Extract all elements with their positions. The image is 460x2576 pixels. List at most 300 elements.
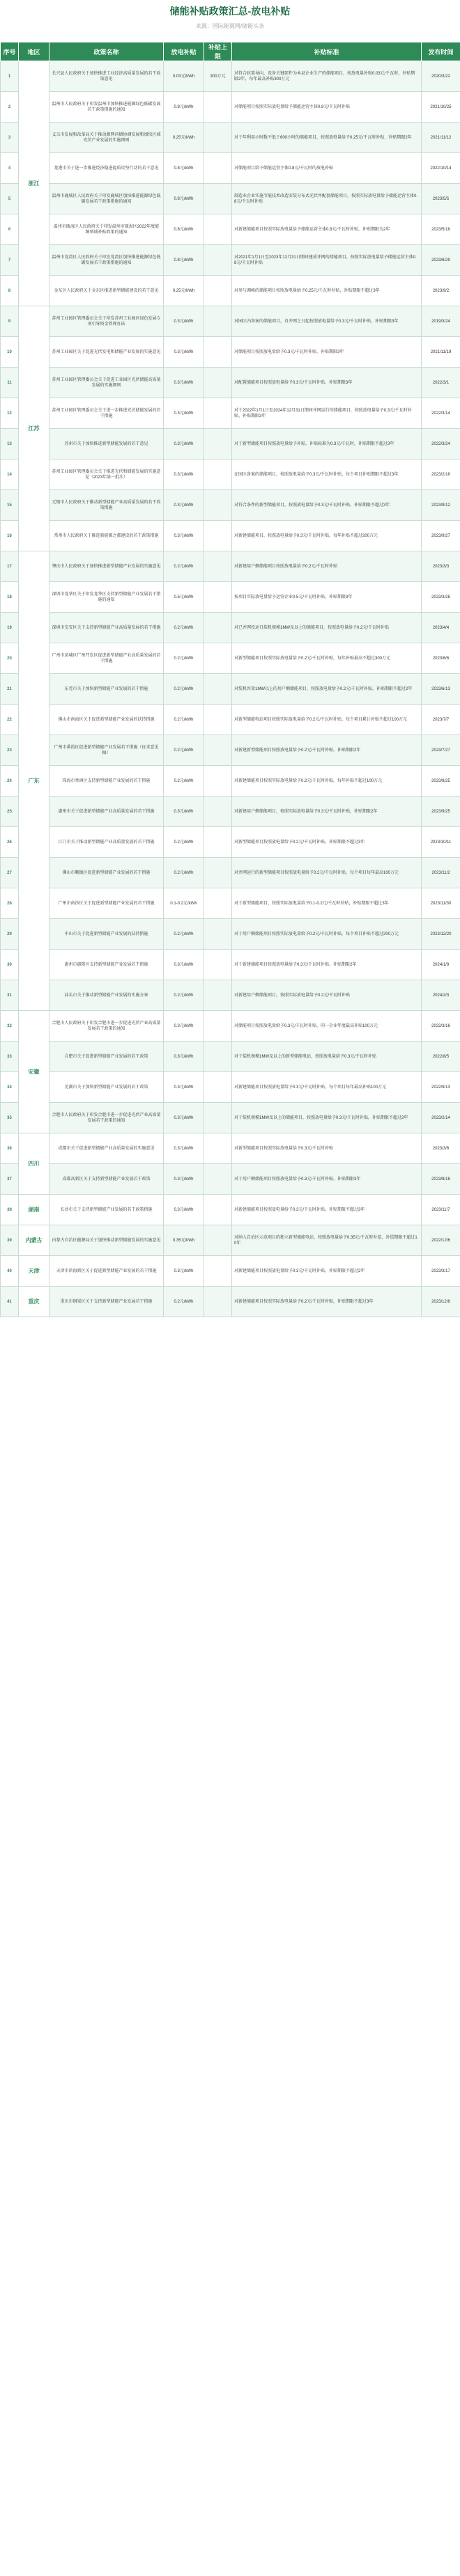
cell-cap <box>204 92 232 123</box>
cell-standard: 对新型储能项目按照实际放电量给予0.2元/千瓦时补贴，每年补贴最高不超过300万元 <box>232 643 422 674</box>
table-row <box>1 1225 460 1256</box>
cell-standard: 对新建储能项目按照放电量给予0.3元/千瓦时补贴，每个项目每年最高补贴100万元 <box>232 1072 422 1103</box>
table-row <box>1 858 460 888</box>
cell-region: 天津 <box>19 1256 49 1287</box>
cell-policy: 江门市关于推动新型储能产业高质量发展的若干措施 <box>49 827 164 858</box>
cell-cap <box>204 245 232 276</box>
cell-region: 浙江 <box>19 61 49 306</box>
cell-cap <box>204 184 232 214</box>
cell-no: 40 <box>1 1256 19 1287</box>
cell-date: 2022/8/5 <box>422 1042 460 1072</box>
cell-date: 2024/2/3 <box>422 980 460 1011</box>
cell-no: 27 <box>1 858 19 888</box>
cell-no: 10 <box>1 337 19 368</box>
cell-date: 2020/3/22 <box>422 61 460 92</box>
cell-standard: 按项目实际放电量给予运营企业0.5元/千瓦时补贴，补贴期限3年 <box>232 582 422 613</box>
cell-policy: 龙港市关于进一步推进经济稳进提质攻坚行动的若干意见 <box>49 153 164 184</box>
cell-date: 2023/2/16 <box>422 460 460 490</box>
cell-policy: 温州市鹿城区人民政府关于印发鹿城区加快推进能源绿色低碳发展若干政策措施的通知 <box>49 184 164 214</box>
cell-cap <box>204 429 232 460</box>
cell-date: 2022/3/1 <box>422 368 460 398</box>
cell-no: 9 <box>1 306 19 337</box>
cell-subsidy: 0.2元/kWh <box>164 735 204 766</box>
cell-cap <box>204 521 232 551</box>
cell-date: 2023/11/30 <box>422 888 460 919</box>
cell-date: 2023/6/29 <box>422 245 460 276</box>
cell-no: 21 <box>1 674 19 705</box>
cell-cap <box>204 858 232 888</box>
cell-cap <box>204 582 232 613</box>
cell-subsidy: 0.2元/kWh <box>164 827 204 858</box>
cell-no: 12 <box>1 398 19 429</box>
cell-subsidy: 0.2元/kWh <box>164 613 204 643</box>
cell-policy: 天津市滨海新区关于促进新型储能产业发展的若干措施 <box>49 1256 164 1287</box>
cell-standard: 对新型储能电站项目按照实际放电量给予0.2元/千瓦时补贴，每个项目累计补贴不超过100万元 <box>232 705 422 735</box>
cell-subsidy: 0.5元/kWh <box>164 582 204 613</box>
cell-no: 25 <box>1 796 19 827</box>
cell-no: 38 <box>1 1195 19 1225</box>
cell-cap <box>204 766 232 796</box>
cell-subsidy: 0.3元/kWh <box>164 490 204 521</box>
cell-subsidy: 0.3元/kWh <box>164 1042 204 1072</box>
cell-cap <box>204 950 232 980</box>
cell-cap <box>204 1072 232 1103</box>
table-row <box>1 796 460 827</box>
cell-subsidy: 0.35元/kWh <box>164 1225 204 1256</box>
cell-date: 2021/11/12 <box>422 123 460 153</box>
cell-cap <box>204 398 232 429</box>
cell-policy: 长沙市关于支持新型储能产业发展的若干政策措施 <box>49 1195 164 1225</box>
cell-standard: 对园区内备案的储能项目，自并网之日起按照放电量给予0.3元/千瓦时补贴，补贴期限3年 <box>232 306 422 337</box>
cell-no: 36 <box>1 1133 19 1164</box>
cell-date: 2024/1/8 <box>422 950 460 980</box>
table-row <box>1 1103 460 1133</box>
cell-standard: 对新建储能项目按照实际放电量给予0.2元/千瓦时补贴，补贴期限不超过3年 <box>232 1287 422 1317</box>
cell-subsidy: 0.8元/kWh <box>164 184 204 214</box>
cell-cap <box>204 551 232 582</box>
table-row <box>1 643 460 674</box>
table-row <box>1 827 460 858</box>
cell-policy: 苏州工业园区管理委员会关于推进光伏和储能发展的实施意见（2023年第一批次） <box>49 460 164 490</box>
cell-date: 2023/7/27 <box>422 735 460 766</box>
cell-date: 2023/11/2 <box>422 858 460 888</box>
cell-date: 2023/6/6 <box>422 643 460 674</box>
cell-subsidy: 0.2元/kWh <box>164 705 204 735</box>
cell-subsidy: 0.3元/kWh <box>164 368 204 398</box>
cell-date: 2023/2/14 <box>422 1103 460 1133</box>
table-row <box>1 1287 460 1317</box>
cell-cap <box>204 613 232 643</box>
cell-subsidy: 0.2元/kWh <box>164 858 204 888</box>
table-row <box>1 735 460 766</box>
header-cap: 补贴上限 <box>204 42 232 61</box>
cell-no: 29 <box>1 919 19 950</box>
cell-subsidy: 0.2元/kWh <box>164 1287 204 1317</box>
cell-no: 19 <box>1 613 19 643</box>
cell-cap <box>204 888 232 919</box>
cell-date: 2023/9/27 <box>422 521 460 551</box>
cell-standard: 对新建储能项目，按照放电量给予0.3元/千瓦时补贴，每年补贴不超过200万元 <box>232 521 422 551</box>
subsidy-table <box>0 42 460 1317</box>
cell-standard: 对于用户侧储能项目按照实际放电量给予0.2元/千瓦时补贴，每个项目补贴不超过200万元 <box>232 919 422 950</box>
cell-policy: 珠海市香洲区支持新型储能产业发展的若干措施 <box>49 766 164 796</box>
table-row <box>1 214 460 245</box>
cell-cap <box>204 368 232 398</box>
cell-no: 41 <box>1 1287 19 1317</box>
cell-policy: 合肥市人民政府关于印发合肥市进一步促进光伏产业高质量发展若干政策的通知 <box>49 1011 164 1042</box>
cell-cap <box>204 919 232 950</box>
cell-subsidy: 0.8元/kWh <box>164 153 204 184</box>
cell-date: 2023/6/13 <box>422 674 460 705</box>
cell-no: 8 <box>1 276 19 306</box>
cell-date: 2023/5/5 <box>422 184 460 214</box>
cell-date: 2023/8/18 <box>422 1164 460 1195</box>
cell-standard: 对于2022年1月1日至2024年12月31日期间并网运行的储能项目，按照放电量给予0.3元/千瓦时补贴，补贴期限3年 <box>232 398 422 429</box>
cell-date: 2023/10/11 <box>422 827 460 858</box>
cell-no: 39 <box>1 1225 19 1256</box>
header-standard: 补贴标准 <box>232 42 422 61</box>
cell-cap <box>204 735 232 766</box>
table-row <box>1 1256 460 1287</box>
cell-standard: 对并网运行的新型储能项目按照放电量给予0.2元/千瓦时补贴，每个项目每年最高100万元 <box>232 858 422 888</box>
cell-policy: 肇庆市人民政府关于加快推进新型储能产业发展的实施意见 <box>49 551 164 582</box>
cell-cap <box>204 643 232 674</box>
cell-no: 20 <box>1 643 19 674</box>
cell-cap <box>204 276 232 306</box>
cell-standard: 对储能项目给予储能运营主体0.8元/千瓦时的放电补贴 <box>232 153 422 184</box>
cell-standard: 对符合政策导向，设备关键部件为本县企业生产的储能项目，按放电量补贴0.03元/千瓦时，补贴期限2年，每年最高补贴300万元 <box>232 61 422 92</box>
cell-cap <box>204 796 232 827</box>
cell-date: 2023/3/17 <box>422 1256 460 1287</box>
cell-no: 11 <box>1 368 19 398</box>
cell-standard: 对新建储能项目按照放电量给予0.3元/千瓦时补贴，补贴期限不超过2年 <box>232 1256 422 1287</box>
cell-region: 广东 <box>19 551 49 1011</box>
table-row <box>1 950 460 980</box>
table-row <box>1 613 460 643</box>
cell-date: 2023/9/25 <box>422 796 460 827</box>
cell-policy: 苏州工业园区管理委员会关于印发苏州工业园区绿色发展专项引导资金管理办法 <box>49 306 164 337</box>
cell-standard: 对配置储能项目按照放电量给予0.3元/千瓦时补贴，补贴期限3年 <box>232 368 422 398</box>
cell-policy: 惠州市关于促进新型储能产业高质量发展的若干措施 <box>49 796 164 827</box>
cell-standard: 对已并网投运且装机规模1MW及以上的储能项目，按照放电量给予0.2元/千瓦时补贴 <box>232 613 422 643</box>
header-no: 序号 <box>1 42 19 61</box>
cell-subsidy: 0.3元/kWh <box>164 1133 204 1164</box>
cell-no: 35 <box>1 1103 19 1133</box>
cell-cap <box>204 153 232 184</box>
cell-date: 2021/11/19 <box>422 337 460 368</box>
cell-policy: 佛山市顺德区促进新型储能产业发展的若干措施 <box>49 858 164 888</box>
cell-standard: 对装机容量1MW以上的用户侧储能项目，按照放电量给予0.2元/千瓦时补贴，补贴期限不超过2年 <box>232 674 422 705</box>
table-row <box>1 919 460 950</box>
cell-policy: 合肥市关于促进新型储能产业发展的若干政策 <box>49 1042 164 1072</box>
cell-date: 2022/3/16 <box>422 1011 460 1042</box>
cell-policy: 东莞市关于加快新型储能产业发展的若干措施 <box>49 674 164 705</box>
table-header-row <box>1 42 460 61</box>
cell-cap <box>204 1256 232 1287</box>
cell-policy: 广州市南沙区关于促进新型储能产业发展的若干措施 <box>49 888 164 919</box>
cell-cap <box>204 1133 232 1164</box>
cell-cap <box>204 1103 232 1133</box>
cell-no: 23 <box>1 735 19 766</box>
cell-standard: 对于新建储能项目按照放电量给予0.3元/千瓦时补贴，补贴期限2年 <box>232 950 422 980</box>
cell-date: 2022/9/13 <box>422 1072 460 1103</box>
cell-subsidy: 0.3元/kWh <box>164 306 204 337</box>
cell-no: 32 <box>1 1011 19 1042</box>
cell-date: 2023/9/2 <box>422 276 460 306</box>
cell-cap <box>204 827 232 858</box>
cell-subsidy: 0.1-0.2元/kWh <box>164 888 204 919</box>
table-row <box>1 460 460 490</box>
cell-subsidy: 0.3元/kWh <box>164 796 204 827</box>
cell-no: 5 <box>1 184 19 214</box>
cell-subsidy: 0.3元/kWh <box>164 1011 204 1042</box>
cell-policy: 芜湖市关于加快新型储能产业发展的若干政策 <box>49 1072 164 1103</box>
cell-standard: 对纳入自治区示范项目的独立新型储能电站，按照放电量给予0.35元/千瓦时补偿，补偿期限不超过10年 <box>232 1225 422 1256</box>
cell-policy: 成都高新区关于支持新型储能产业发展若干政策 <box>49 1164 164 1195</box>
table-row <box>1 490 460 521</box>
cell-policy: 合肥市人民政府关于印发合肥市进一步促进光伏产业高质量发展若干政策的通知 <box>49 1103 164 1133</box>
cell-subsidy: 0.3元/kWh <box>164 1164 204 1195</box>
cell-no: 6 <box>1 214 19 245</box>
cell-standard: 对于用户侧储能项目按照放电量给予0.3元/千瓦时补贴，补贴期限3年 <box>232 1164 422 1195</box>
cell-region: 四川 <box>19 1133 49 1195</box>
cell-policy: 佛山市南海区关于促进新型储能产业发展的扶持措施 <box>49 705 164 735</box>
cell-date: 2023/3/28 <box>422 582 460 613</box>
cell-policy: 汕头市关于推动新型储能产业发展的实施方案 <box>49 980 164 1011</box>
cell-cap <box>204 1287 232 1317</box>
cell-date: 2023/7/7 <box>422 705 460 735</box>
cell-no: 26 <box>1 827 19 858</box>
cell-standard: 对2021年1月1日至2023年12月31日期间建成并网的储能项目，按照实际放电量给予储能运营主体0.8元/千瓦时补贴 <box>232 245 422 276</box>
table-row <box>1 1011 460 1042</box>
cell-cap <box>204 337 232 368</box>
cell-date: 2023/11/7 <box>422 1195 460 1225</box>
cell-no: 33 <box>1 1042 19 1072</box>
table-row <box>1 1133 460 1164</box>
cell-standard: 对储能项目按照放电量给予0.3元/千瓦时补贴，同一企业年度最高补贴100万元 <box>232 1011 422 1042</box>
header-region: 地区 <box>19 42 49 61</box>
cell-standard: 对储能项目按照实际放电量给予储能运营主体0.8元/千瓦时补贴 <box>232 92 422 123</box>
table-row <box>1 368 460 398</box>
cell-policy: 惠州市惠阳区支持新型储能产业发展若干措施 <box>49 950 164 980</box>
cell-subsidy: 0.3元/kWh <box>164 521 204 551</box>
cell-policy: 中山市关于促进新型储能产业发展的扶持措施 <box>49 919 164 950</box>
cell-policy: 广州市番禺区促进新型储能产业发展若干措施（征求意见稿） <box>49 735 164 766</box>
cell-no: 3 <box>1 123 19 153</box>
cell-no: 4 <box>1 153 19 184</box>
cell-cap <box>204 1225 232 1256</box>
cell-policy: 金东区人民政府关于金东区推进新型储能建设的若干意见 <box>49 276 164 306</box>
cell-cap <box>204 123 232 153</box>
cell-standard: 对于年利用小时数不低于600小时的储能项目，按照放电量给予0.25元/千瓦时补贴，补贴期限2年 <box>232 123 422 153</box>
cell-subsidy: 0.2元/kWh <box>164 674 204 705</box>
cell-subsidy: 0.8元/kWh <box>164 245 204 276</box>
table-row <box>1 398 460 429</box>
cell-subsidy: 0.3元/kWh <box>164 1195 204 1225</box>
table-row <box>1 582 460 613</box>
cell-policy: 内蒙古自治区能源局关于加快推动新型储能发展的实施意见 <box>49 1225 164 1256</box>
cell-no: 30 <box>1 950 19 980</box>
table-body <box>1 61 460 1317</box>
cell-subsidy: 0.3元/kWh <box>164 337 204 368</box>
cell-standard: 对于新型储能项目按照放电量给予补贴，补贴标准为0.3元/千瓦时，补贴期限不超过3年 <box>232 429 422 460</box>
cell-policy: 深圳市龙华区关于印发龙华区支持新型储能产业发展若干措施的通知 <box>49 582 164 613</box>
cell-cap <box>204 1011 232 1042</box>
cell-policy: 温州市人民政府关于印发温州市加快推进能源绿色低碳发展若干政策措施的通知 <box>49 92 164 123</box>
cell-no: 15 <box>1 490 19 521</box>
table-row <box>1 245 460 276</box>
cell-date: 2019/3/24 <box>422 306 460 337</box>
cell-standard: 对新建储能项目按照实际放电量给予0.2元/千瓦时补贴，每年补贴不超过100万元 <box>232 766 422 796</box>
cell-subsidy: 0.25元/kWh <box>164 276 204 306</box>
cell-subsidy: 0.25元/kWh <box>164 123 204 153</box>
cell-standard: 对新建新型储能项目按照放电量给予0.2元/千瓦时补贴，补贴期限2年 <box>232 735 422 766</box>
cell-subsidy: 0.2元/kWh <box>164 766 204 796</box>
cell-policy: 常州市人民政府关于推进新能源之都建设的若干政策措施 <box>49 521 164 551</box>
table-row <box>1 1072 460 1103</box>
cell-cap <box>204 1042 232 1072</box>
table-row <box>1 276 460 306</box>
cell-standard: 对新型储能项目按照放电量给予0.2元/千瓦时补贴，补贴期限不超过3年 <box>232 827 422 858</box>
table-row <box>1 337 460 368</box>
cell-subsidy: 0.2元/kWh <box>164 643 204 674</box>
cell-subsidy: 0.3元/kWh <box>164 1103 204 1133</box>
table-row <box>1 551 460 582</box>
cell-date: 2023/3/6 <box>422 1133 460 1164</box>
cell-no: 16 <box>1 521 19 551</box>
cell-date: 2023/5/16 <box>422 214 460 245</box>
table-row <box>1 1164 460 1195</box>
table-row <box>1 766 460 796</box>
cell-region: 重庆 <box>19 1287 49 1317</box>
cell-standard: 对新型储能项目按照实际放电量给予0.3元/千瓦时补贴 <box>232 1133 422 1164</box>
cell-cap <box>204 705 232 735</box>
cell-subsidy: 0.3元/kWh <box>164 460 204 490</box>
cell-no: 14 <box>1 460 19 490</box>
cell-no: 13 <box>1 429 19 460</box>
cell-no: 22 <box>1 705 19 735</box>
header-date: 发布时间 <box>422 42 460 61</box>
cell-policy: 苏州工业园区管理委员会关于促进工业园区光伏储能高质量发展的实施细则 <box>49 368 164 398</box>
cell-policy: 广州市黄埔区广州开发区促进新型储能产业高质量发展的若干措施 <box>49 643 164 674</box>
cell-standard: 对于装机规模1MW及以上的新型储能电站，按照放电量给予0.3元/千瓦时补贴 <box>232 1042 422 1072</box>
cell-no: 37 <box>1 1164 19 1195</box>
cell-date: 2023/9/12 <box>422 490 460 521</box>
cell-policy: 苏州市关于加快推进新型储能发展的若干意见 <box>49 429 164 460</box>
table-row <box>1 92 460 123</box>
table-row <box>1 1195 460 1225</box>
table-row <box>1 521 460 551</box>
cell-date: 2023/12/20 <box>422 919 460 950</box>
table-row <box>1 184 460 214</box>
cell-standard: 对于新型储能项目，按照实际放电量给予0.1-0.2元/千瓦时补贴，补贴期限不超过3年 <box>232 888 422 919</box>
cell-region: 安徽 <box>19 1011 49 1133</box>
cell-cap <box>204 1164 232 1195</box>
table-row <box>1 705 460 735</box>
cell-cap: 300万元 <box>204 61 232 92</box>
cell-standard: 对新建储能项目按照放电量给予0.3元/千瓦时补贴，补贴期限不超过3年 <box>232 1195 422 1225</box>
cell-date: 2022/3/14 <box>422 398 460 429</box>
table-row <box>1 61 460 92</box>
cell-subsidy: 0.03元/kWh <box>164 61 204 92</box>
cell-subsidy: 0.2元/kWh <box>164 551 204 582</box>
table-row <box>1 123 460 153</box>
cell-no: 1 <box>1 61 19 92</box>
cell-no: 2 <box>1 92 19 123</box>
cell-no: 34 <box>1 1072 19 1103</box>
cell-cap <box>204 980 232 1011</box>
cell-policy: 成都市关于促进新型储能产业高质量发展的实施意见 <box>49 1133 164 1164</box>
cell-subsidy: 0.2元/kWh <box>164 980 204 1011</box>
cell-no: 24 <box>1 766 19 796</box>
cell-subsidy: 0.3元/kWh <box>164 950 204 980</box>
cell-subsidy: 0.3元/kWh <box>164 398 204 429</box>
cell-date: 2022/10/14 <box>422 153 460 184</box>
cell-standard: 对储能项目按照放电量给予0.3元/千瓦时补贴，补贴期限3年 <box>232 337 422 368</box>
header-policy: 政策名称 <box>49 42 164 61</box>
page-title: 储能补贴政策汇总-放电补贴 <box>169 6 291 17</box>
cell-subsidy: 0.3元/kWh <box>164 1072 204 1103</box>
page-header <box>0 0 460 42</box>
source-note: 来源：国际能源网/储能头条 <box>195 23 265 29</box>
table-row <box>1 153 460 184</box>
table-row <box>1 888 460 919</box>
cell-standard: 制造业企业实施节能技术改造安装分布式光伏并配套储能项目，按照实际放电量给予储能运营主体0.8元/千瓦时补贴 <box>232 184 422 214</box>
cell-policy: 长兴县人民政府关于加快推进工业经济高质量发展的若干政策意见 <box>49 61 164 92</box>
cell-standard: 对新建用户侧储能项目，按照实际放电量给予0.2元/千瓦时补贴 <box>232 980 422 1011</box>
cell-cap <box>204 674 232 705</box>
cell-subsidy: 0.3元/kWh <box>164 429 204 460</box>
cell-cap <box>204 214 232 245</box>
table-row <box>1 980 460 1011</box>
table-row <box>1 306 460 337</box>
cell-no: 28 <box>1 888 19 919</box>
cell-no: 7 <box>1 245 19 276</box>
cell-policy: 温州市瓯海区人民政府关于印发温州市瓯海区2022年度能源领域补贴政策的通知 <box>49 214 164 245</box>
table-row <box>1 429 460 460</box>
cell-cap <box>204 1195 232 1225</box>
cell-standard: 对参与调峰的储能项目按照放电量给予0.25元/千瓦时补贴，补贴期限不超过3年 <box>232 276 422 306</box>
cell-subsidy: 0.3元/kWh <box>164 1256 204 1287</box>
cell-no: 18 <box>1 582 19 613</box>
cell-standard: 对符合条件的新型储能项目，按照放电量给予0.3元/千瓦时补贴，补贴期限不超过3年 <box>232 490 422 521</box>
cell-cap <box>204 490 232 521</box>
cell-region: 江苏 <box>19 306 49 551</box>
cell-subsidy: 0.2元/kWh <box>164 919 204 950</box>
cell-no: 17 <box>1 551 19 582</box>
cell-date: 2023/4/4 <box>422 613 460 643</box>
cell-date: 2023/3/3 <box>422 551 460 582</box>
cell-region: 内蒙古 <box>19 1225 49 1256</box>
cell-standard: 对新建用户侧储能项目，按照实际放电量给予0.3元/千瓦时补贴，补贴期限2年 <box>232 796 422 827</box>
cell-policy: 重庆市铜梁区关于支持新型储能产业发展若干措施 <box>49 1287 164 1317</box>
cell-no: 31 <box>1 980 19 1011</box>
cell-date: 2022/3/24 <box>422 429 460 460</box>
cell-standard: 对新建用户侧储能项目按照放电量给予0.2元/千瓦时补贴 <box>232 551 422 582</box>
cell-subsidy: 0.8元/kWh <box>164 92 204 123</box>
cell-date: 2021/10/25 <box>422 92 460 123</box>
cell-standard: 对新建储能项目按照实际放电量给予储能运营主体0.8元/千瓦时补贴，补贴期限为2年 <box>232 214 422 245</box>
cell-date: 2023/8/25 <box>422 766 460 796</box>
cell-policy: 义乌市发展和改革局关于推动源网荷储协调发展和加快区域光伏产业发展的实施细则 <box>49 123 164 153</box>
cell-policy: 温州市龙湾区人民政府关于印发龙湾区加快推进能源绿色低碳发展若干政策措施的通知 <box>49 245 164 276</box>
cell-standard: 在园区备案的储能项目，按照放电量给予0.3元/千瓦时补贴，每个项目补贴期限不超过3年 <box>232 460 422 490</box>
cell-policy: 苏州工业园区关于促进光伏发电和储能产业发展的实施意见 <box>49 337 164 368</box>
cell-cap <box>204 460 232 490</box>
table-row <box>1 1042 460 1072</box>
cell-policy: 无锡市人民政府关于推动新型储能产业高质量发展的若干政策措施 <box>49 490 164 521</box>
table-row <box>1 674 460 705</box>
